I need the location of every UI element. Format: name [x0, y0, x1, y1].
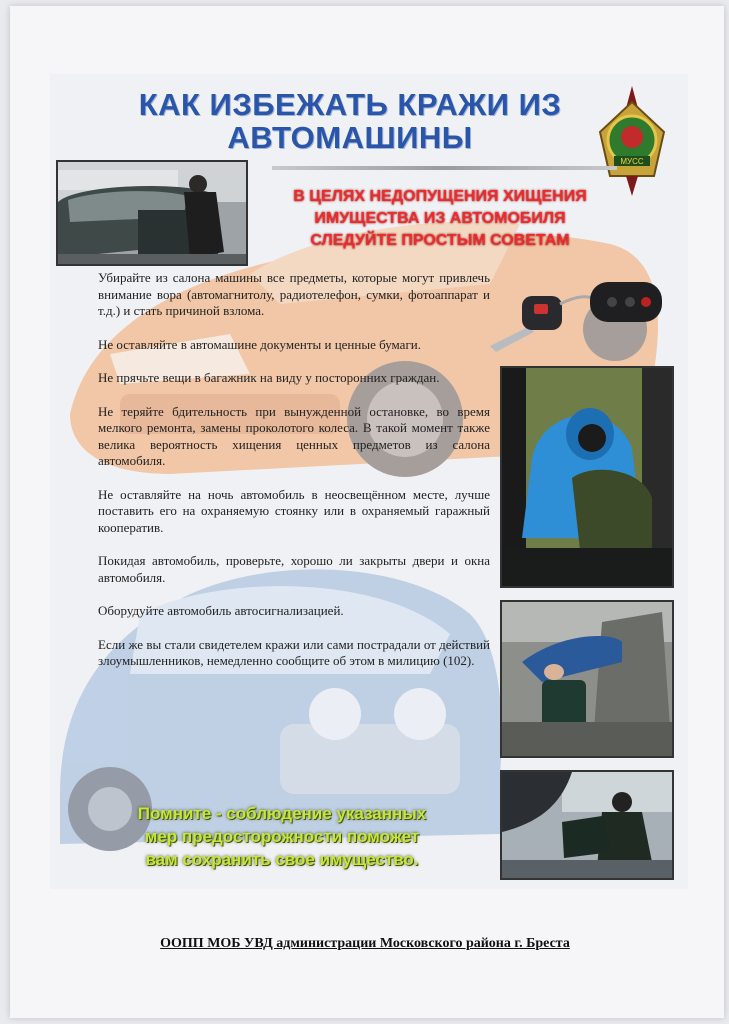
tip-paragraph: Оборудуйте автомобиль автосигнализацией. — [98, 603, 344, 618]
photo-image — [502, 368, 672, 586]
tips-text — [98, 270, 490, 687]
badge-text: МУСС — [620, 157, 644, 166]
photo-hand-taking-bag — [500, 600, 674, 758]
poster-subtitle — [240, 186, 640, 252]
tip-paragraph: Не теряйте бдительность при вынужденной остановке, во время мелкого ремонта, замены проколотого колеса. В такой момент также велика вероятность хищения ценных предметов из салона автомобиля. — [98, 403, 490, 468]
photo-thief-blue-hoodie — [500, 366, 674, 588]
reminder-line-1: Помните - соблюдение указанных — [137, 804, 427, 823]
reminder-line-3: вам сохранить свое имущество. — [145, 850, 419, 869]
poster-title — [90, 88, 610, 154]
title-line-2: АВТОМАШИНЫ — [227, 120, 473, 155]
photo-image — [502, 772, 672, 878]
tip-paragraph: Не прячьте вещи в багажник на виду у посторонних граждан. — [98, 370, 440, 385]
subtitle-line-1: В ЦЕЛЯХ НЕДОПУЩЕНИЯ ХИЩЕНИЯ — [293, 188, 587, 205]
title-divider — [272, 166, 617, 170]
paper-sheet — [10, 6, 724, 1018]
reminder-text — [86, 802, 478, 871]
subtitle-line-3: СЛЕДУЙТЕ ПРОСТЫМ СОВЕТАМ — [310, 232, 570, 249]
photo-break-in-window — [500, 770, 674, 880]
tip-paragraph: Убирайте из салона машины все предметы, которые могут привлечь внимание вора (автомагнитолу, радиотелефон, сумки, фотоаппарат и т.д.) и стать причиной взлома. — [98, 270, 490, 318]
car-key-icon — [490, 274, 666, 354]
poster — [50, 74, 688, 889]
issuer-footer: ООПП МОБ УВД администрации Московского района г. Бреста — [160, 936, 570, 951]
photo-thief-breaking-car-door — [56, 160, 248, 266]
tip-paragraph: Покидая автомобиль, проверьте, хорошо ли закрыты двери и окна автомобиля. — [98, 553, 490, 585]
title-line-1: КАК ИЗБЕЖАТЬ КРАЖИ ИЗ — [138, 87, 562, 122]
police-badge-emblem — [592, 82, 672, 198]
subtitle-line-2: ИМУЩЕСТВА ИЗ АВТОМОБИЛЯ — [314, 210, 566, 227]
tip-paragraph: Если же вы стали свидетелем кражи или сами пострадали от действий злоумышленников, немедленно сообщите об этом в милицию (102). — [98, 636, 490, 668]
photo-image — [502, 602, 672, 756]
photo-image — [58, 162, 246, 264]
tip-paragraph: Не оставляйте на ночь автомобиль в неосвещённом месте, лучше поставить его на охраняемую стоянку или в охраняемый гаражный кооператив. — [98, 486, 490, 535]
tip-paragraph: Не оставляйте в автомашине документы и ценные бумаги. — [98, 336, 421, 352]
reminder-line-2: мер предосторожности поможет — [144, 827, 420, 846]
